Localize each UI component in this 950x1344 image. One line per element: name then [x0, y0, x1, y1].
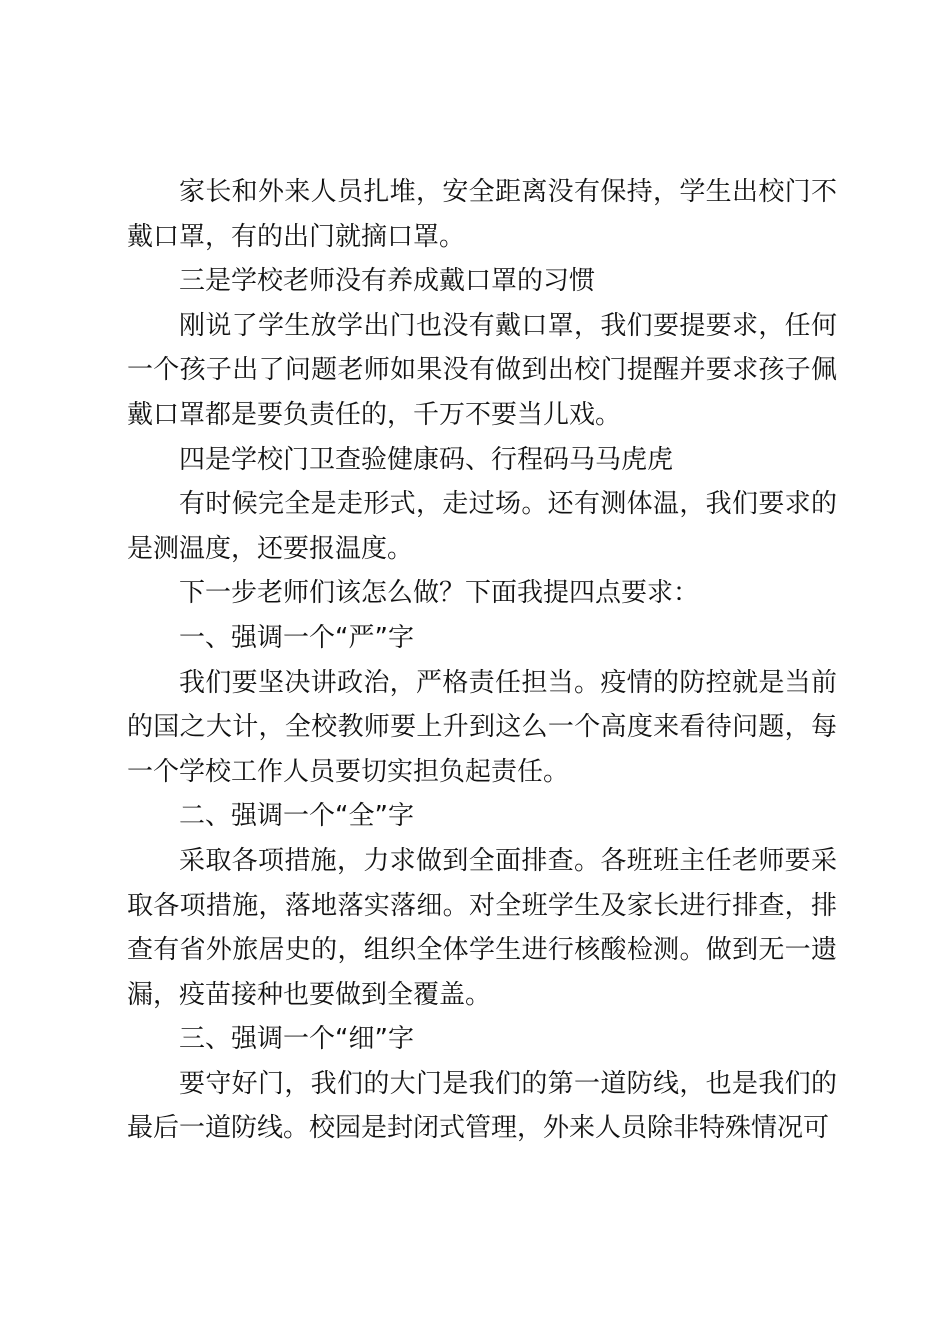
- section-heading: 四是学校门卫查验健康码、行程码马马虎虎: [179, 444, 674, 475]
- paragraph: 要守好门，我们的大门是我们的第一道防线，也是我们的最后一道防线。校园是封闭式管理，外来人员除非特殊情况可: [127, 1068, 837, 1144]
- paragraph: 家长和外来人员扎堆，安全距离没有保持，学生出校门不戴口罩，有的出门就摘口罩。: [127, 177, 837, 252]
- paragraph: 我们要坚决讲政治，严格责任担当。疫情的防控就是当前的国之大计，全校教师要上升到这么一个高度来看待问题，每一个学校工作人员要切实担负起责任。: [127, 667, 837, 787]
- paragraph: 采取各项措施，力求做到全面排查。各班班主任老师要采取各项措施，落地落实落细。对全班学生及家长进行排查，排查有省外旅居史的，组织全体学生进行核酸检测。做到无一遗漏，疫苗接种也要做到全覆盖。: [127, 845, 837, 1010]
- section-heading: 一、强调一个“严”字: [179, 622, 414, 653]
- section-heading: 三是学校老师没有养成戴口罩的习惯: [179, 266, 596, 297]
- section-heading: 二、强调一个“全”字: [179, 801, 414, 832]
- paragraph: 有时候完全是走形式，走过场。还有测体温，我们要求的是测温度，还要报温度。: [127, 489, 837, 564]
- paragraph: 刚说了学生放学出门也没有戴口罩，我们要提要求，任何一个孩子出了问题老师如果没有做到出校门提醒并要求孩子佩戴口罩都是要负责任的，千万不要当儿戏。: [127, 310, 837, 430]
- section-heading: 三、强调一个“细”字: [179, 1024, 414, 1055]
- paragraph: 下一步老师们该怎么做？下面我提四点要求：: [179, 578, 700, 609]
- document-body: [127, 170, 837, 1151]
